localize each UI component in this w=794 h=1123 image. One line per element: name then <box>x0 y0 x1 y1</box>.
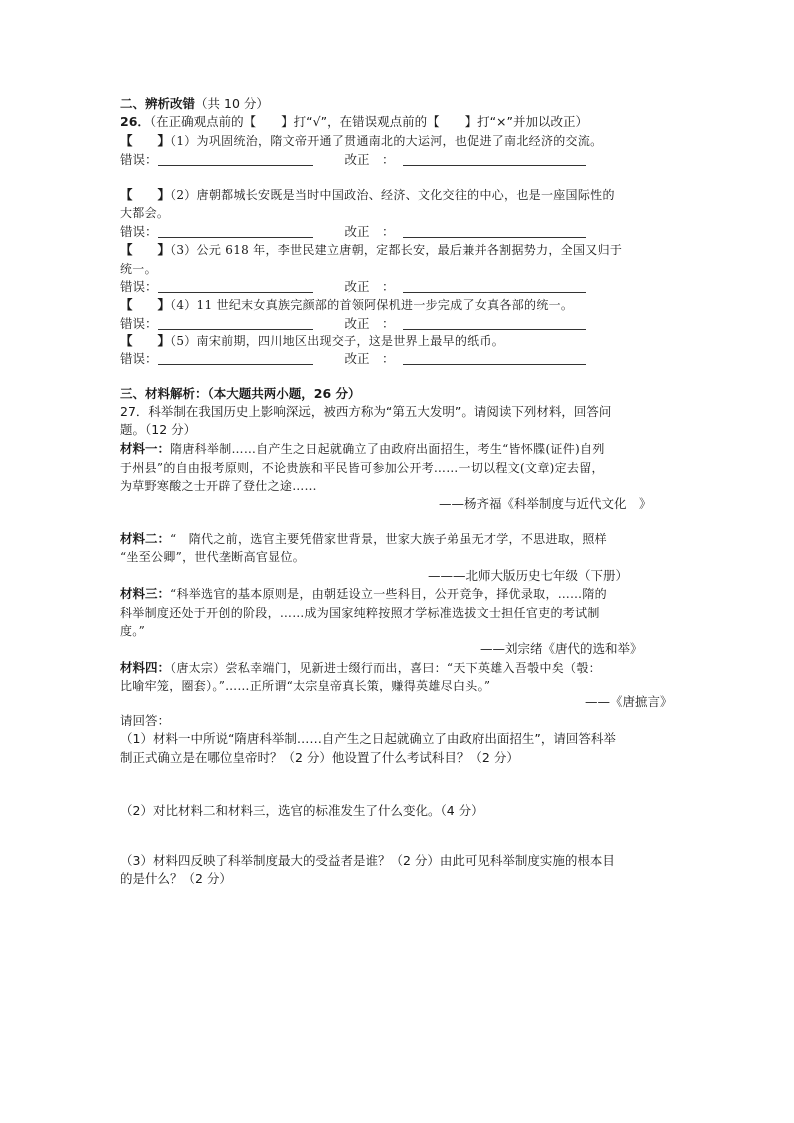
material-2-text-1: “ 隋代之前，选官主要凭借家世背景，世家大族子弟虽无才学，不思进取，照样 <box>170 532 607 546</box>
material-1-line1 <box>120 440 605 458</box>
error-label: 错误： <box>120 152 158 167</box>
q26-item-4-answer <box>120 315 586 333</box>
material-2-label: 材料二： <box>120 531 171 546</box>
q26-item-2-answer <box>120 223 586 241</box>
correct-label: 改正 ： <box>344 279 395 294</box>
q26-item-3-answer <box>120 278 586 296</box>
material-4-text-1: （唐太宗）尝私幸端门，见新进士缀行而出，喜曰：“天下英雄入吾彀中矣（彀： <box>170 661 601 675</box>
q26-item-1-answer <box>120 151 586 169</box>
answer-prompt: 请回答： <box>120 713 171 728</box>
q26-item-5-text: （5）南宋前期，四川地区出现交子，这是世界上最早的纸币。 <box>170 334 505 348</box>
error-label: 错误： <box>120 224 158 239</box>
error-blank-4[interactable] <box>158 317 313 330</box>
q26-item-3-text: （3）公元 618 年，李世民建立唐朝，定都长安，最后兼并各割据势力，全国又归于 <box>170 243 623 257</box>
question-1-line1: （1）材料一中所说“隋唐科举制……自产生之日起就确立了由政府出面招生”，请回答科举 <box>120 731 616 746</box>
q26-item-3 <box>120 241 622 259</box>
material-4-label: 材料四： <box>120 660 171 675</box>
q26-item-2 <box>120 186 615 204</box>
material-1-source: ——杨齐福《科举制度与近代文化 》 <box>439 496 652 511</box>
correct-blank-2[interactable] <box>403 225 586 238</box>
correct-label: 改正 ： <box>344 351 395 366</box>
material-1-text-3: 为草野寒酸之士开辟了登仕之途…… <box>120 479 317 493</box>
error-label: 错误： <box>120 279 158 294</box>
material-3-source: ——刘宗绪《唐代的选和举》 <box>480 641 643 656</box>
error-blank-3[interactable] <box>158 280 313 293</box>
answer-bracket-5[interactable]: 【 】 <box>120 333 171 348</box>
answer-bracket-3[interactable]: 【 】 <box>120 242 171 257</box>
question-1-line2: 制正式确立是在哪位皇帝时？（2 分）他设置了什么考试科目？（2 分） <box>120 750 519 765</box>
section2-score: （共 10 分） <box>195 96 269 111</box>
correct-blank-5[interactable] <box>403 352 586 365</box>
q26-item-2-text-cont: 大都会。 <box>120 206 170 220</box>
material-2-text-2: “坐至公卿”，世代垄断高官显位。 <box>120 550 306 564</box>
q26-item-1 <box>120 132 602 150</box>
material-3-line1 <box>120 585 607 603</box>
error-label: 错误： <box>120 316 158 331</box>
correct-label: 改正 ： <box>344 316 395 331</box>
section3-title: 三、材料解析：（本大题共两小题，26 分） <box>120 386 361 401</box>
q27-stem-line1 <box>120 403 611 421</box>
q26-item-4-text: （4）11 世纪末女真族完颜部的首领阿保机进一步完成了女真各部的统一。 <box>170 298 574 312</box>
q26-item-3-text-cont: 统一。 <box>120 262 157 276</box>
question-3-line2: 的是什么？（2 分） <box>120 871 232 886</box>
material-2-line1 <box>120 530 607 548</box>
material-4-line1 <box>120 659 601 677</box>
section2-heading <box>120 95 269 113</box>
error-blank-5[interactable] <box>158 352 313 365</box>
material-1-text-2: 于州县”的自由报考原则，不论贵族和平民皆可参加公开考……一切以程文(文章)定去留， <box>120 461 604 475</box>
q26-instruction-line <box>120 113 588 131</box>
material-3-text-2: 科举制度还处于开创的阶段，……成为国家纯粹按照才学标准选拔文士担任官吏的考试制 <box>120 606 600 620</box>
q27-stem-line2: 题。（12 分） <box>120 422 197 437</box>
material-3-label: 材料三： <box>120 586 171 601</box>
section2-title: 二、辨析改错 <box>120 96 196 111</box>
question-3-line1: （3）材料四反映了科举制度最大的受益者是谁？（2 分）由此可见科举制度实施的根本目 <box>120 853 615 868</box>
q27-stem-text: 27．科举制在我国历史上影响深远，被西方称为“第五大发明”。请阅读下列材料，回答问 <box>120 404 612 419</box>
question-2: （2）对比材料二和材料三，选官的标准发生了什么变化。（4 分） <box>120 803 484 818</box>
q26-instruction: （在正确观点前的【 】打“√”，在错误观点前的【 】打“×”并加以改正） <box>149 114 588 129</box>
q26-number: 26． <box>120 114 150 129</box>
material-4-text-2: 比喻牢笼，圈套）。”……正所谓“太宗皇帝真长策，赚得英雄尽白头。” <box>120 679 491 693</box>
answer-bracket-1[interactable]: 【 】 <box>120 133 171 148</box>
material-3-text-3: 度。” <box>120 624 146 638</box>
correct-blank-1[interactable] <box>403 153 586 166</box>
q26-item-5-answer <box>120 350 586 368</box>
error-blank-1[interactable] <box>158 153 313 166</box>
q26-item-5 <box>120 332 504 350</box>
answer-bracket-4[interactable]: 【 】 <box>120 297 171 312</box>
q26-item-2-text: （2）唐朝都城长安既是当时中国政治、经济、文化交往的中心，也是一座国际性的 <box>170 188 615 202</box>
error-blank-2[interactable] <box>158 225 313 238</box>
correct-blank-3[interactable] <box>403 280 586 293</box>
correct-blank-4[interactable] <box>403 317 586 330</box>
error-label: 错误： <box>120 351 158 366</box>
material-1-text-1: 隋唐科举制……自产生之日起就确立了由政府出面招生，考生“皆怀牒(证件)自列 <box>170 442 605 456</box>
answer-bracket-2[interactable]: 【 】 <box>120 187 171 202</box>
q26-item-4 <box>120 296 573 314</box>
q26-item-1-text: （1）为巩固统治，隋文帝开通了贯通南北的大运河，也促进了南北经济的交流。 <box>170 134 603 148</box>
correct-label: 改正 ： <box>344 224 395 239</box>
material-1-label: 材料一： <box>120 441 171 456</box>
material-4-source: ——《唐摭言》 <box>585 694 673 709</box>
correct-label: 改正 ： <box>344 152 395 167</box>
material-3-text-1: “科举选官的基本原则是，由朝廷设立一些科目，公开竞争，择优录取，……隋的 <box>170 587 607 601</box>
material-2-source: ———北师大版历史七年级（下册） <box>428 568 629 583</box>
